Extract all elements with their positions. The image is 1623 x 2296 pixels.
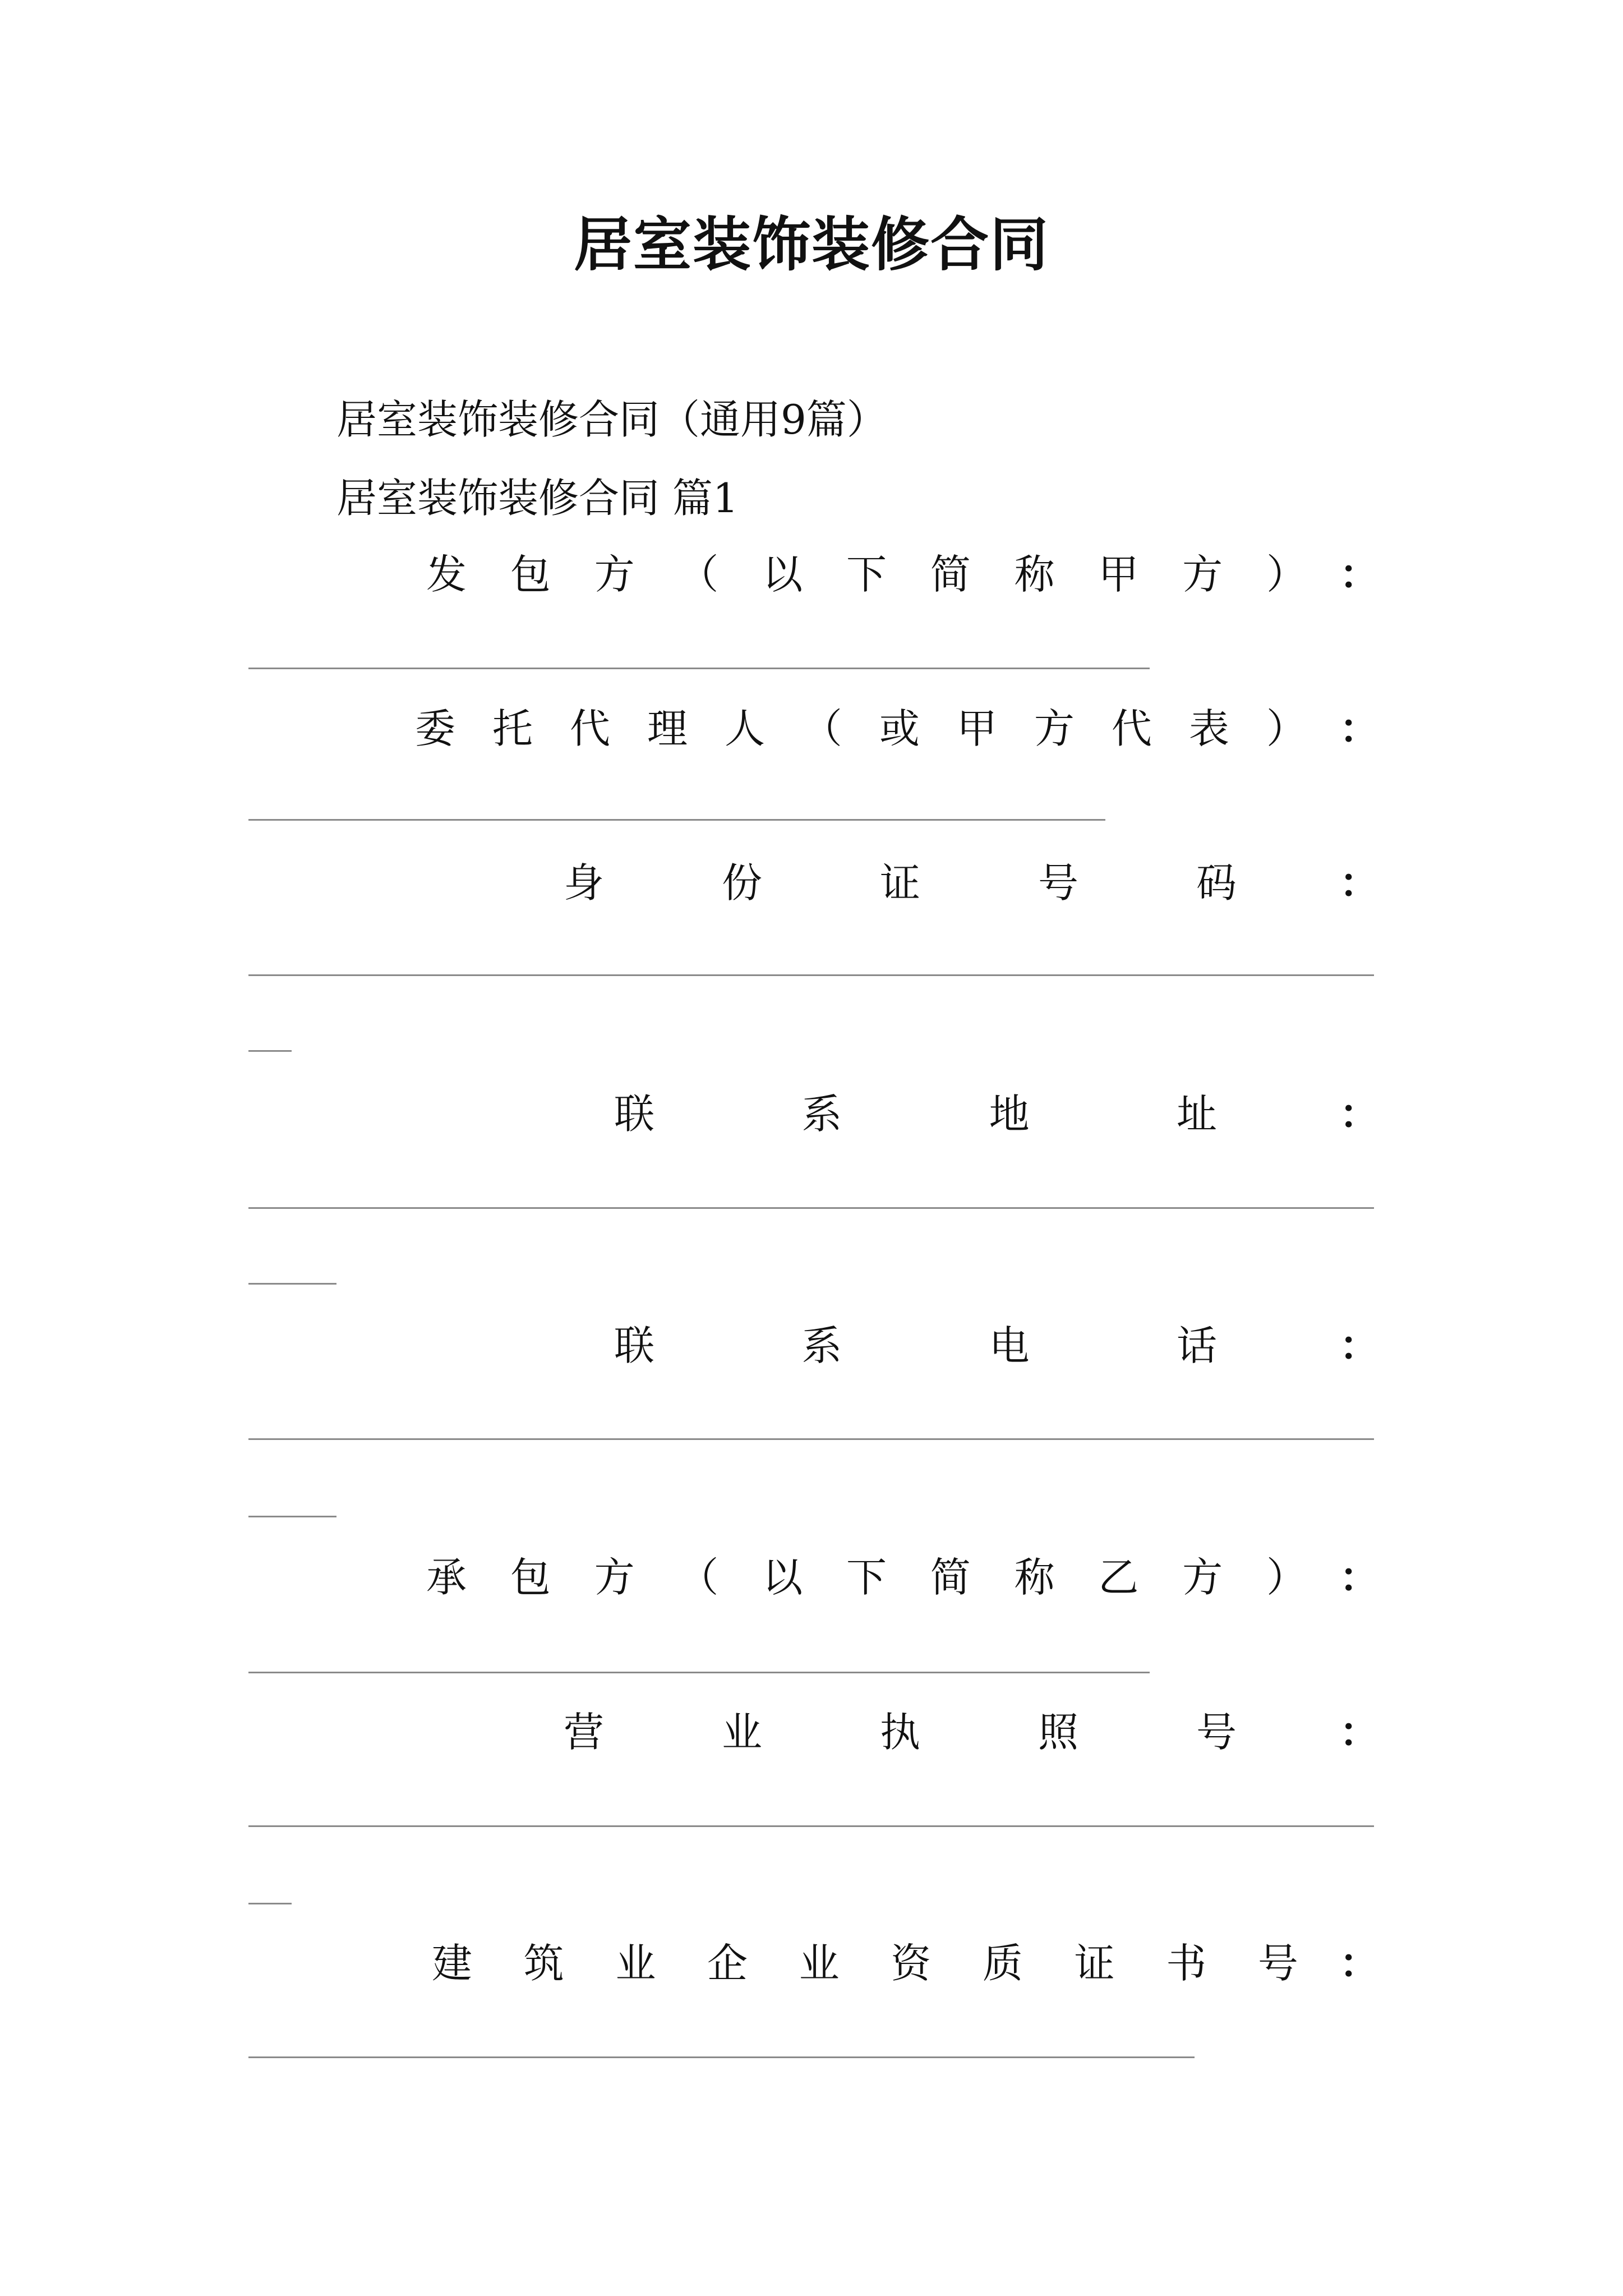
label-char: （ [801, 705, 842, 752]
label-char: 托 [492, 705, 533, 752]
label-char: 方 [594, 551, 635, 598]
label-char: 乙 [1098, 1554, 1139, 1601]
fill-in-blank-line [248, 2056, 1195, 2058]
label-char: 业 [799, 1940, 840, 1987]
label-char: 包 [510, 551, 551, 598]
field-qualification-certificate [0, 1932, 1623, 1988]
field-colon: ： [1339, 1322, 1380, 1369]
label-char: 或 [879, 705, 920, 752]
fill-in-blank-line-continuation [248, 1283, 336, 1285]
label-char: 简 [930, 551, 971, 598]
label-char: 称 [1014, 551, 1055, 598]
label-char: 人 [724, 705, 765, 752]
fill-in-blank-line [248, 1207, 1374, 1209]
label-char: 址 [1176, 1091, 1217, 1138]
label-char: 业 [615, 1940, 656, 1987]
label-char: 理 [647, 705, 688, 752]
field-label [426, 543, 1307, 599]
label-char: 下 [846, 551, 887, 598]
fill-in-blank-line-continuation [248, 1050, 292, 1052]
label-char: 业 [721, 1709, 762, 1756]
fill-in-blank-line [248, 819, 1105, 821]
label-char: 甲 [1098, 551, 1139, 598]
label-char: 身 [564, 859, 605, 907]
field-business-license [0, 1701, 1623, 1757]
fill-in-blank-line [248, 1438, 1374, 1440]
label-char: 方 [594, 1554, 635, 1601]
label-char: ） [1266, 705, 1307, 752]
field-colon: ： [1339, 1708, 1380, 1756]
label-char: 简 [930, 1554, 971, 1601]
section-heading: 居室装饰装修合同 篇1 [336, 475, 739, 522]
label-char: 委 [415, 705, 456, 752]
label-char: ） [1266, 1554, 1307, 1601]
label-char: 系 [801, 1091, 842, 1138]
label-char: 码 [1196, 859, 1237, 907]
label-char: 话 [1176, 1322, 1217, 1369]
field-colon: ： [1339, 859, 1380, 907]
field-label [426, 1546, 1307, 1602]
fill-in-blank-line [248, 1672, 1150, 1673]
field-label [614, 1314, 1217, 1370]
label-char: 表 [1188, 705, 1229, 752]
field-colon: ： [1339, 1090, 1380, 1138]
label-char: 以 [762, 1554, 803, 1601]
fill-in-blank-line-continuation [248, 1516, 336, 1517]
label-char: 号 [1257, 1940, 1298, 1987]
label-char: （ [678, 551, 719, 598]
field-label [614, 1083, 1217, 1139]
label-char: 发 [426, 551, 467, 598]
label-char: 联 [614, 1322, 655, 1369]
field-colon: ： [1339, 1553, 1380, 1601]
field-label [564, 852, 1237, 908]
label-char: 称 [1014, 1554, 1055, 1601]
field-contractor-party-b [0, 1546, 1623, 1602]
label-char: 以 [762, 551, 803, 598]
field-contractor-party-a [0, 543, 1623, 599]
field-colon: ： [1339, 1939, 1380, 1987]
fill-in-blank-line [248, 974, 1374, 976]
label-char: 甲 [956, 705, 997, 752]
label-char: 照 [1038, 1709, 1078, 1756]
field-phone [0, 1314, 1623, 1370]
label-char: 方 [1034, 705, 1075, 752]
label-char: 地 [989, 1091, 1030, 1138]
label-char: 份 [721, 859, 762, 907]
label-char: 证 [879, 859, 920, 907]
label-char: 书 [1166, 1940, 1207, 1987]
document-subtitle: 居室装饰装修合同（通用9篇） [336, 396, 887, 443]
field-agent [0, 697, 1623, 753]
document-title: 居室装饰装修合同 [573, 210, 1049, 279]
field-label [432, 1932, 1298, 1988]
label-char: 执 [879, 1709, 920, 1756]
label-char: 方 [1182, 1554, 1223, 1601]
label-char: 下 [846, 1554, 887, 1601]
label-char: 方 [1182, 551, 1223, 598]
label-char: 承 [426, 1554, 467, 1601]
field-address [0, 1083, 1623, 1139]
label-char: 号 [1196, 1709, 1237, 1756]
label-char: （ [678, 1554, 719, 1601]
label-char: 代 [569, 705, 610, 752]
label-char: 质 [982, 1940, 1023, 1987]
label-char: 系 [801, 1322, 842, 1369]
label-char: 代 [1111, 705, 1152, 752]
label-char: ） [1266, 551, 1307, 598]
field-id-number [0, 852, 1623, 908]
label-char: 号 [1038, 859, 1078, 907]
fill-in-blank-line [248, 1825, 1374, 1827]
label-char: 企 [707, 1940, 748, 1987]
label-char: 联 [614, 1091, 655, 1138]
label-char: 电 [989, 1322, 1030, 1369]
label-char: 筑 [523, 1940, 564, 1987]
field-label [564, 1701, 1237, 1757]
field-label [415, 697, 1307, 753]
label-char: 建 [432, 1940, 473, 1987]
fill-in-blank-line-continuation [248, 1903, 292, 1904]
label-char: 证 [1074, 1940, 1115, 1987]
label-char: 营 [564, 1709, 605, 1756]
field-colon: ： [1339, 705, 1380, 752]
label-char: 包 [510, 1554, 551, 1601]
fill-in-blank-line [248, 668, 1150, 669]
field-colon: ： [1339, 550, 1380, 598]
label-char: 资 [891, 1940, 932, 1987]
